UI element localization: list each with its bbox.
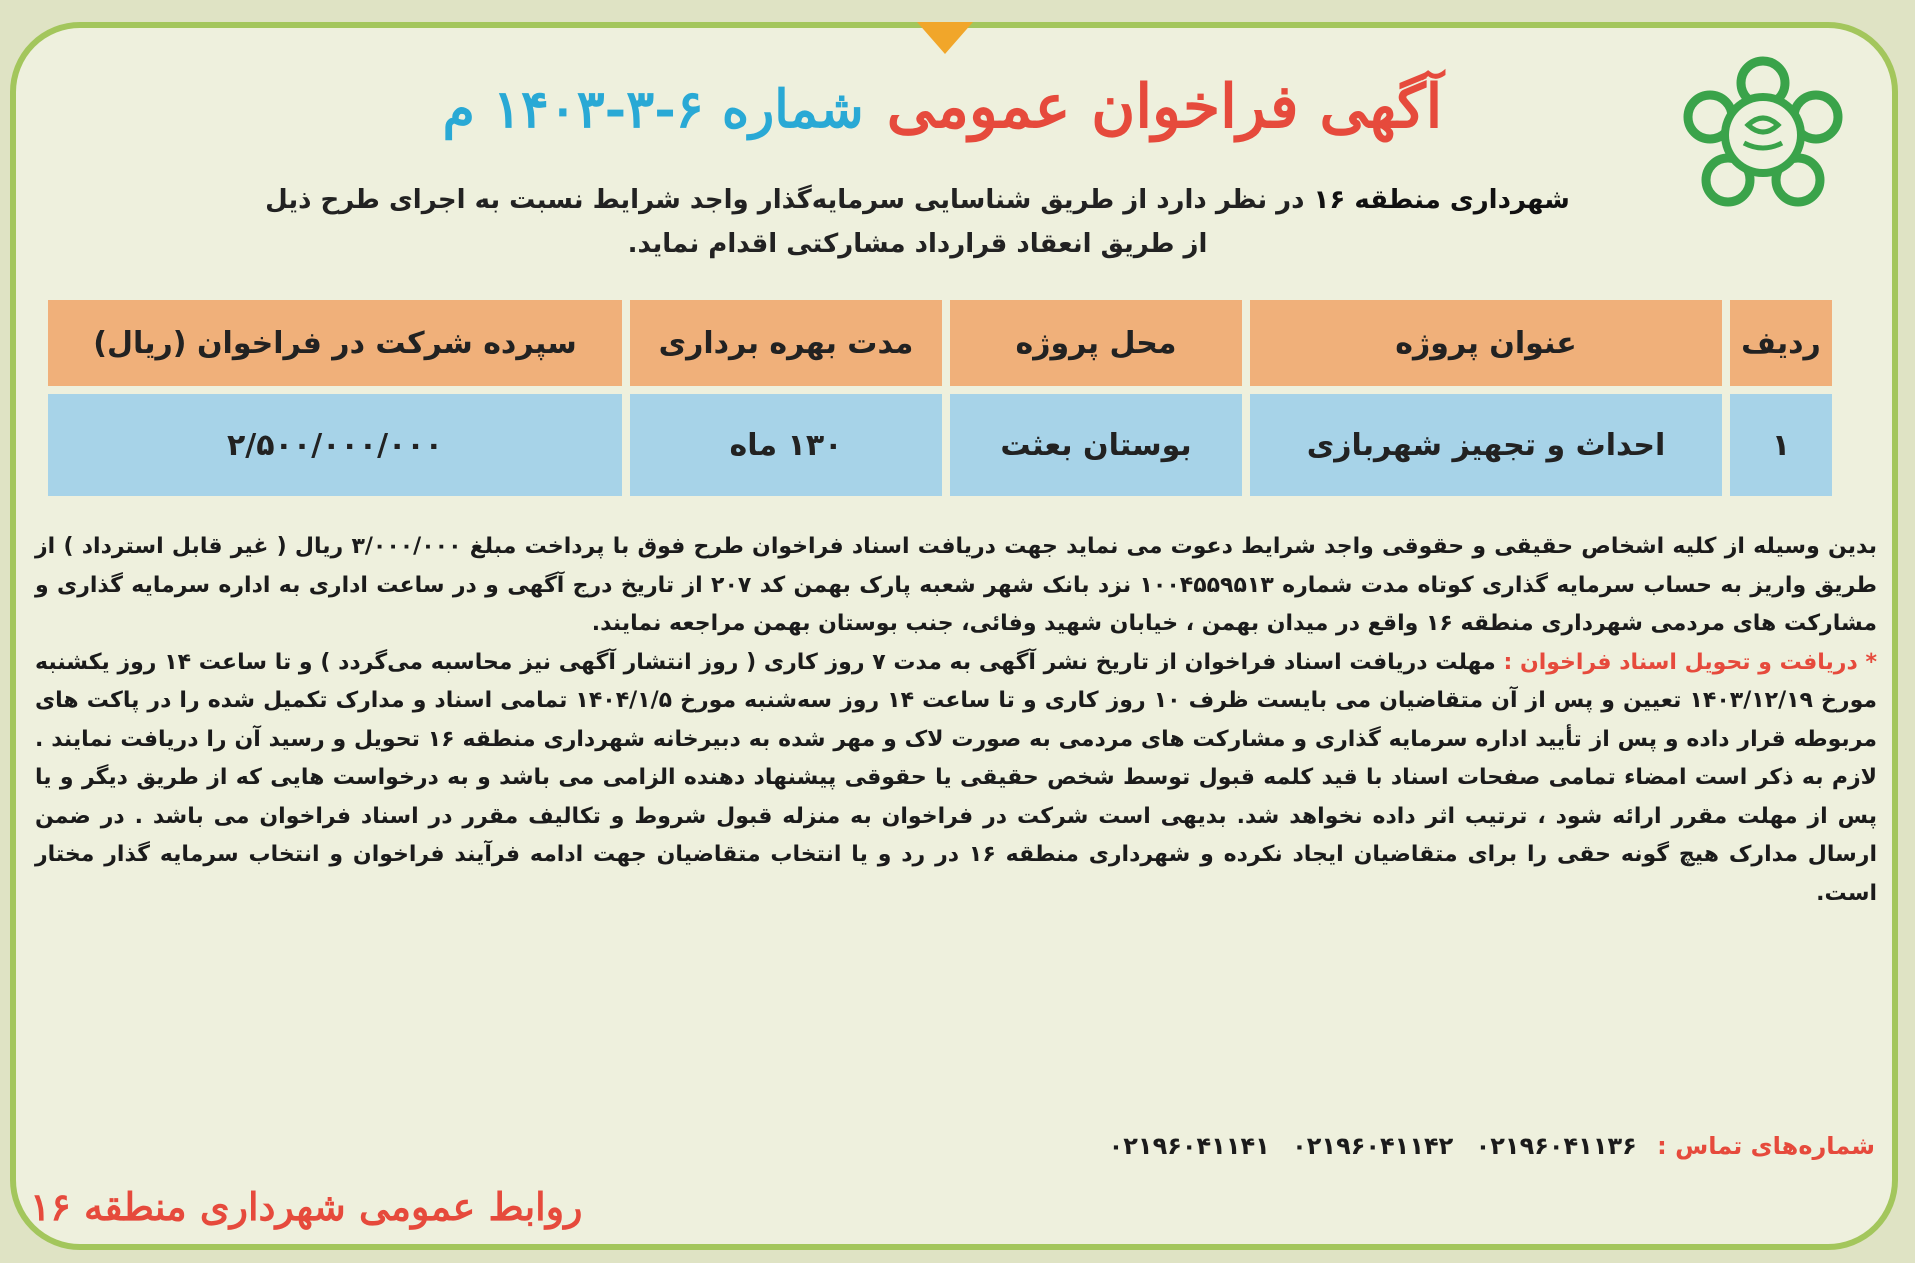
phone-list: ۰۲۱۹۶۰۴۱۱۳۶ ۰۲۱۹۶۰۴۱۱۴۲ ۰۲۱۹۶۰۴۱۱۴۱ (1108, 1132, 1637, 1160)
contact-numbers (900, 1132, 1875, 1172)
top-notch (917, 22, 973, 54)
account-text: از طریق واریز به حساب سرمایه گذاری کوتاه مدت شماره ۱۰۰۴۵۵۹۵۱۳ نزد بانک شهر شعبه پارک بهمن کد ۲۰۷ (35, 534, 1877, 598)
table-header-row (48, 300, 1832, 386)
address-text: از تاریخ درج آگهی و در ساعت اداری به اداره سرمایه گذاری و مشارکت های مردمی شهرداری منطقه ۱۶ واقع در میدان بهمن ، خیابان شهید وفائی، جنب بوستان بهمن مراجعه نمایند. (35, 572, 1877, 636)
cell-deposit: ۲/۵۰۰/۰۰۰/۰۰۰ (48, 394, 622, 496)
col-duration-header: مدت بهره برداری (630, 300, 942, 386)
paragraph-documents (35, 644, 1877, 914)
documents-text: مهلت دریافت اسناد فراخوان از تاریخ نشر آگهی به مدت ۷ روز کاری ( روز انتشار آگهی نیز محاسبه می‌گردد ) و تا ساعت ۱۴ روز یکشنبه مورخ ۱۴۰۳/۱۲/۱۹ تعیین و پس از آن متقاضیان می بایست ظرف ۱۰ روز کاری و تا ساعت ۱۴ روز سه‌شنبه مورخ ۱۴۰۴/۱/۵ تمامی اسناد و مدارک تکمیل شده را در پاکت های مربوطه قرار داده و پس از تأیید اداره سرمایه گذاری و مشارکت های مردمی به صورت لاک و مهر شده به دبیرخانه شهرداری منطقه ۱۶ تحویل و رسید آن را دریافت نمایند . لازم به ذکر است امضاء تمامی صفحات اسناد با قید کلمه قبول توسط شخص حقیقی یا حقوقی پیشنهاد دهنده الزامی می باشد و به درخواست هایی که از طریق دیگر و یا پس از مهلت مقرر ارائه شود ، ترتیب اثر داده نخواهد شد. بدیهی است شرکت در فراخوان به منزله قبول شروط و تکالیف مقرر در اسناد فراخوان می باشد . در ضمن ارسال مدارک هیچ گونه حقی را برای متقاضیان ایجاد نکرده و شهرداری منطقه ۱۶ در رد و یا انتخاب متقاضیان جهت ادامه فرآیند فراخوان و انتخاب سرمایه گذار مختار است. (35, 649, 1877, 906)
cell-project-title: احداث و تجهیز شهربازی (1250, 394, 1722, 496)
notice-body (35, 528, 1877, 913)
col-row-header: ردیف (1730, 300, 1832, 386)
title-text: آگهی فراخوان عمومی (886, 72, 1443, 142)
project-table (40, 292, 1840, 504)
non-refundable-text: ( غیر قابل استرداد ) (63, 534, 287, 559)
notice-title (400, 72, 1485, 162)
cell-duration: ۱۳۰ ماه (630, 394, 942, 496)
tehran-municipality-logo-icon (1678, 55, 1848, 215)
paragraph-payment (35, 528, 1877, 644)
footer-signature: روابط عمومی شهرداری منطقه ۱۶ (30, 1184, 583, 1229)
contact-label: شماره‌های تماس : (1657, 1132, 1875, 1160)
col-title-header: عنوان پروژه (1250, 300, 1722, 386)
col-deposit-header: سپرده شرکت در فراخوان (ریال) (48, 300, 622, 386)
intro-line1: در نظر دارد از طریق شناسایی سرمایه‌گذار واجد شرایط نسبت به اجرای طرح ذیل (265, 185, 1305, 215)
cell-row-number: ۱ (1730, 394, 1832, 496)
intro-text (250, 178, 1585, 266)
notice-number: شماره ۶-۳-۱۴۰۳ م (442, 79, 864, 140)
cell-project-location: بوستان بعثت (950, 394, 1242, 496)
intro-line2: از طریق انعقاد قرارداد مشارکتی اقدام نماید. (627, 229, 1208, 259)
table-row (48, 394, 1832, 496)
org-name: شهرداری منطقه ۱۶ (1313, 185, 1570, 215)
payment-amount-text: بدین وسیله از کلیه اشخاص حقیقی و حقوقی واجد شرایط دعوت می نماید جهت دریافت اسناد فراخوان طرح فوق با پرداخت مبلغ ۳/۰۰۰/۰۰۰ ریال (294, 534, 1877, 559)
col-location-header: محل پروژه (950, 300, 1242, 386)
documents-label: * دریافت و تحویل اسناد فراخوان : (1503, 649, 1877, 675)
